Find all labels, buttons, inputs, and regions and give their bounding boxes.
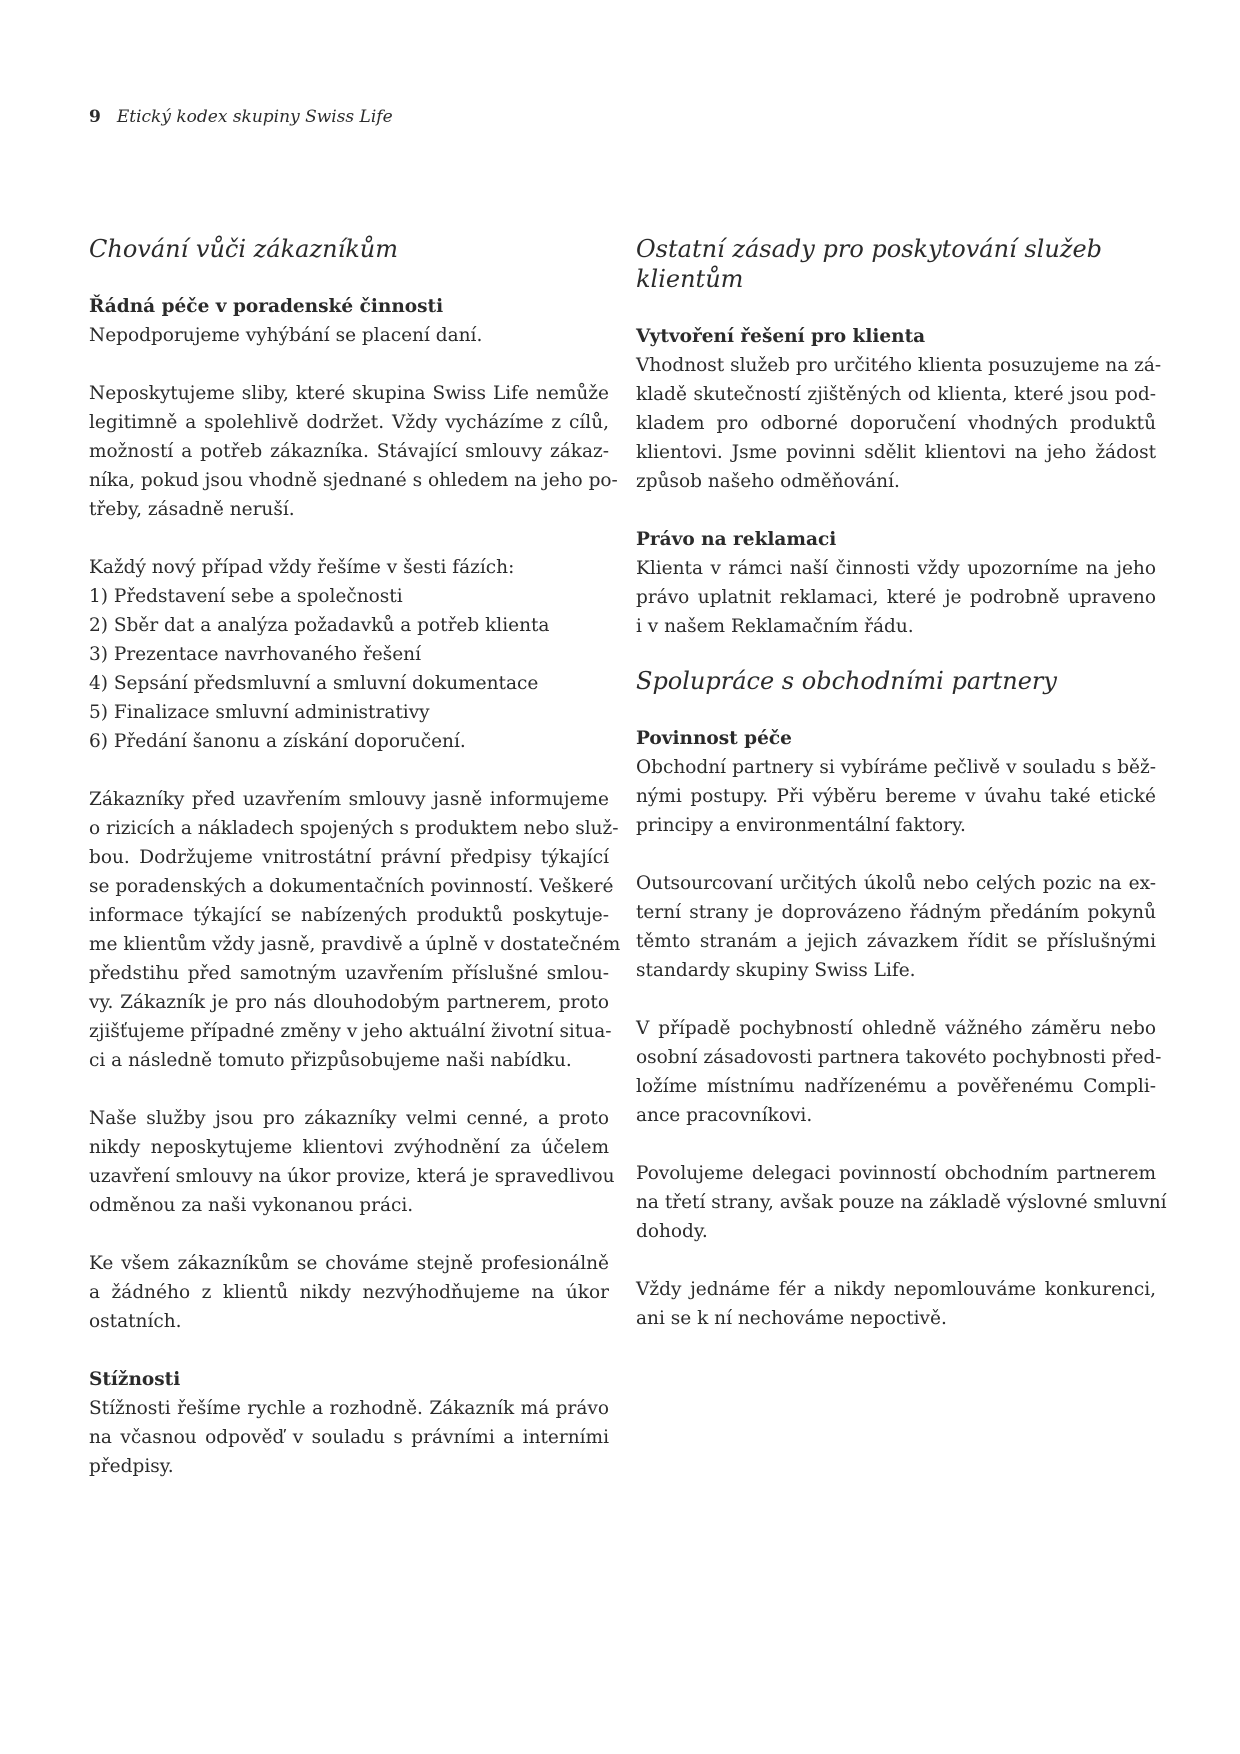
text-line: bou. Dodržujeme vnitrostátní právní předpisy týkající bbox=[89, 847, 609, 868]
text-line: těmto stranám a jejich závazkem řídit se příslušnými bbox=[636, 931, 1156, 952]
text-line: kladem pro odborné doporučení vhodných produktů bbox=[636, 413, 1156, 434]
text-line: a žádného z klientů nikdy nezvýhodňujeme na úkor bbox=[89, 1282, 609, 1303]
phase-item: 1) Představení sebe a společnosti bbox=[89, 586, 403, 607]
phases-intro: Každý nový případ vždy řešíme v šesti fázích: bbox=[89, 557, 515, 578]
text-line: ance pracovníkovi. bbox=[636, 1105, 813, 1126]
text-line: odměnou za naši vykonanou práci. bbox=[89, 1195, 414, 1216]
text-line: níka, pokud jsou vhodně sjednané s ohledem na jeho po- bbox=[89, 470, 618, 491]
text-line: ložíme místnímu nadřízenému a pověřenému Compli- bbox=[636, 1076, 1156, 1097]
page-header bbox=[89, 106, 393, 128]
text-line: nými postupy. Při výběru bereme v úvahu také etické bbox=[636, 786, 1156, 807]
page-number: 9 bbox=[89, 107, 101, 127]
paragraph bbox=[636, 554, 1156, 641]
text-line: vy. Zákazník je pro nás dlouhodobým partnerem, proto bbox=[89, 992, 609, 1013]
paragraph bbox=[636, 753, 1156, 840]
phase-item: 2) Sběr dat a analýza požadavků a potřeb klienta bbox=[89, 615, 550, 636]
text-line: Povolujeme delegaci povinností obchodním partnerem bbox=[636, 1163, 1156, 1184]
text-line: se poradenských a dokumentačních povinností. Veškeré bbox=[89, 876, 614, 897]
subheading-client-solution: Vytvoření řešení pro klienta bbox=[636, 326, 926, 347]
paragraph bbox=[89, 379, 618, 524]
section-heading-client-services: Ostatní zásady pro poskytování služeb klientům bbox=[636, 235, 1103, 293]
text-line: Obchodní partnery si vybíráme pečlivě v souladu s běž- bbox=[636, 757, 1156, 778]
section-heading-customer-conduct: Chování vůči zákazníkům bbox=[89, 235, 398, 263]
left-column bbox=[89, 234, 621, 1481]
text-line: na třetí strany, avšak pouze na základě výslovné smluvní bbox=[636, 1192, 1167, 1213]
right-column bbox=[636, 234, 1167, 1333]
text-line: Naše služby jsou pro zákazníky velmi cenné, a proto bbox=[89, 1108, 609, 1129]
text-line: Neposkytujeme sliby, které skupina Swiss Life nemůže bbox=[89, 383, 609, 404]
text-line: na včasnou odpověď v souladu s právními a interními bbox=[89, 1427, 609, 1448]
phase-item: 6) Předání šanonu a získání doporučení. bbox=[89, 731, 466, 752]
paragraph bbox=[89, 321, 609, 350]
phase-item: 5) Finalizace smluvní administrativy bbox=[89, 702, 430, 723]
text-line: Zákazníky před uzavřením smlouvy jasně informujeme bbox=[89, 789, 609, 810]
text-line: předpisy. bbox=[89, 1456, 174, 1477]
text-line: terní strany je doprovázeno řádným předáním pokynů bbox=[636, 902, 1156, 923]
text-line: standardy skupiny Swiss Life. bbox=[636, 960, 916, 981]
phase-item: 3) Prezentace navrhovaného řešení bbox=[89, 644, 422, 665]
text-line: Stížnosti řešíme rychle a rozhodně. Zákazník má právo bbox=[89, 1398, 609, 1419]
paragraph bbox=[636, 1275, 1156, 1333]
paragraph bbox=[636, 1159, 1167, 1246]
subheading-complaints: Stížnosti bbox=[89, 1369, 181, 1390]
text-line: Ke všem zákazníkům se chováme stejně profesionálně bbox=[89, 1253, 609, 1274]
text-line: kladě skutečností zjištěných od klienta, které jsou pod- bbox=[636, 384, 1156, 405]
text-line: legitimně a spolehlivě dodržet. Vždy vycházíme z cílů, bbox=[89, 412, 609, 433]
subheading-duty-of-care: Povinnost péče bbox=[636, 728, 792, 749]
text-line: právo uplatnit reklamaci, které je podrobně upraveno bbox=[636, 587, 1156, 608]
subheading-advisory-care: Řádná péče v poradenské činnosti bbox=[89, 296, 444, 317]
subheading-complaint-right: Právo na reklamaci bbox=[636, 529, 837, 550]
text-line: ci a následně tomuto přizpůsobujeme naši nabídku. bbox=[89, 1050, 572, 1071]
text-line: uzavření smlouvy na úkor provize, která je spravedlivou bbox=[89, 1166, 615, 1187]
paragraph bbox=[89, 1394, 609, 1481]
text-line: dohody. bbox=[636, 1221, 708, 1242]
paragraph bbox=[89, 1249, 609, 1336]
text-line: Klienta v rámci naší činnosti vždy upozorníme na jeho bbox=[636, 558, 1156, 579]
paragraph bbox=[89, 1104, 615, 1220]
text-line: o rizicích a nákladech spojených s produktem nebo služ- bbox=[89, 818, 619, 839]
text-line: i v našem Reklamačním řádu. bbox=[636, 616, 914, 637]
text-line: me klientům vždy jasně, pravdivě a úplně v dostatečném bbox=[89, 934, 621, 955]
text-line: předstihu před samotným uzavřením příslušné smlou- bbox=[89, 963, 609, 984]
text-line: Nepodporujeme vyhýbání se placení daní. bbox=[89, 325, 483, 346]
paragraph bbox=[89, 785, 621, 1075]
paragraph bbox=[636, 869, 1156, 985]
paragraph bbox=[636, 1014, 1162, 1130]
text-line: ostatních. bbox=[89, 1311, 182, 1332]
text-line: V případě pochybností ohledně vážného záměru nebo bbox=[636, 1018, 1156, 1039]
text-line: Vždy jednáme fér a nikdy nepomlouváme konkurenci, bbox=[636, 1279, 1156, 1300]
document-title: Etický kodex skupiny Swiss Life bbox=[116, 107, 393, 127]
section-heading-business-partners: Spolupráce s obchodními partnery bbox=[636, 667, 1057, 695]
paragraph bbox=[636, 351, 1162, 496]
text-line: nikdy neposkytujeme klientovi zvýhodnění za účelem bbox=[89, 1137, 609, 1158]
phase-item: 4) Sepsání předsmluvní a smluvní dokumentace bbox=[89, 673, 539, 694]
text-line: Vhodnost služeb pro určitého klienta posuzujeme na zá- bbox=[636, 355, 1162, 376]
text-line: osobní zásadovosti partnera takovéto pochybnosti před- bbox=[636, 1047, 1162, 1068]
text-line: klientovi. Jsme povinni sdělit klientovi na jeho žádost bbox=[636, 442, 1156, 463]
text-line: způsob našeho odměňování. bbox=[636, 471, 900, 492]
text-line: třeby, zásadně neruší. bbox=[89, 499, 295, 520]
text-line: zjišťujeme případné změny v jeho aktuální životní situa- bbox=[89, 1021, 612, 1042]
text-line: Outsourcovaní určitých úkolů nebo celých pozic na ex- bbox=[636, 873, 1156, 894]
text-line: principy a environmentální faktory. bbox=[636, 815, 966, 836]
text-line: ani se k ní nechováme nepoctivě. bbox=[636, 1308, 947, 1329]
text-line: informace týkající se nabízených produktů poskytuje- bbox=[89, 905, 609, 926]
text-line: možností a potřeb zákazníka. Stávající smlouvy zákaz- bbox=[89, 441, 609, 462]
